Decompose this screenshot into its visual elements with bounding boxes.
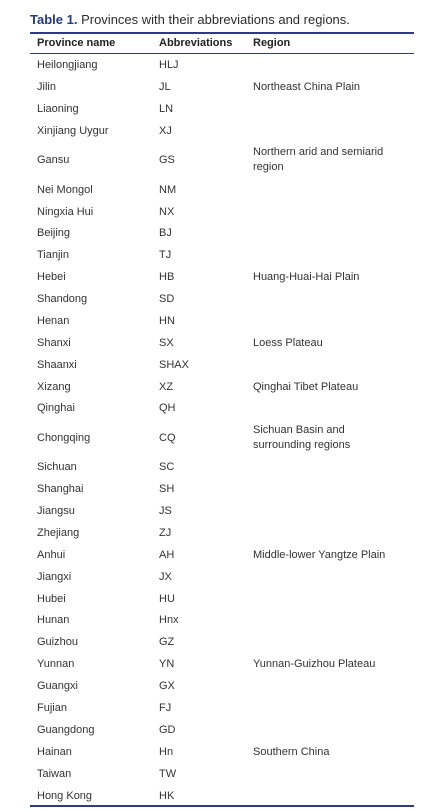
- province-name-cell: Shandong: [37, 292, 88, 305]
- region-cell: Middle-lower Yangtze Plain: [253, 548, 386, 561]
- province-name-cell: Tianjin: [37, 248, 69, 261]
- region-cell: Yunnan-Guizhou Plateau: [253, 657, 376, 670]
- province-name-cell: Jilin: [37, 80, 56, 93]
- abbreviation-cell: TJ: [159, 248, 172, 261]
- province-name-cell: Xizang: [37, 380, 71, 393]
- province-name-cell: Jiangsu: [37, 504, 75, 517]
- province-name-cell: Beijing: [37, 226, 71, 239]
- province-name-cell: Guizhou: [37, 635, 78, 648]
- province-name-cell: Hainan: [37, 745, 72, 758]
- abbreviation-cell: GD: [159, 723, 176, 736]
- province-name-cell: Qinghai: [37, 401, 75, 414]
- province-name-cell: Hebei: [37, 270, 66, 283]
- region-cell: Loess Plateau: [253, 336, 323, 349]
- region-cell: Southern China: [253, 745, 330, 758]
- table-title: Provinces with their abbreviations and regions.: [81, 12, 350, 27]
- province-name-cell: Liaoning: [37, 102, 79, 115]
- abbreviation-cell: Hnx: [159, 613, 179, 626]
- abbreviation-cell: GX: [159, 679, 175, 692]
- table-bottom-rule: [30, 805, 414, 807]
- abbreviation-cell: HN: [159, 314, 175, 327]
- abbreviation-cell: CQ: [159, 431, 176, 444]
- province-name-cell: Henan: [37, 314, 70, 327]
- abbreviation-cell: XJ: [159, 124, 172, 137]
- abbreviation-cell: SD: [159, 292, 175, 305]
- abbreviation-cell: JX: [159, 570, 172, 583]
- abbreviation-cell: TW: [159, 767, 177, 780]
- abbreviation-cell: XZ: [159, 380, 174, 393]
- province-name-cell: Taiwan: [37, 767, 72, 780]
- abbreviation-cell: SC: [159, 460, 175, 473]
- abbreviation-cell: GZ: [159, 635, 175, 648]
- region-cell: Northern arid and semiarid region: [253, 146, 384, 173]
- abbreviation-cell: JL: [159, 80, 171, 93]
- abbreviation-cell: Hn: [159, 745, 174, 758]
- table-caption: [30, 12, 350, 28]
- province-name-cell: Hubei: [37, 592, 66, 605]
- abbreviation-cell: SX: [159, 336, 174, 349]
- abbreviation-cell: HK: [159, 789, 175, 802]
- header-abbreviation: Abbreviations: [159, 37, 233, 49]
- province-name-cell: Gansu: [37, 153, 70, 166]
- abbreviation-cell: NM: [159, 183, 177, 196]
- province-name-cell: Zhejiang: [37, 526, 80, 539]
- region-cell: Huang-Huai-Hai Plain: [253, 270, 360, 283]
- table-label: Table 1.: [30, 12, 78, 27]
- province-name-cell: Guangxi: [37, 679, 78, 692]
- abbreviation-cell: ZJ: [159, 526, 172, 539]
- abbreviation-cell: FJ: [159, 701, 172, 714]
- abbreviation-cell: JS: [159, 504, 172, 517]
- abbreviation-cell: YN: [159, 657, 175, 670]
- abbreviation-cell: HB: [159, 270, 175, 283]
- abbreviation-cell: NX: [159, 205, 175, 218]
- province-name-cell: Sichuan: [37, 460, 77, 473]
- abbreviation-cell: HU: [159, 592, 175, 605]
- abbreviation-cell: SHAX: [159, 358, 189, 371]
- province-name-cell: Hong Kong: [37, 789, 93, 802]
- province-name-cell: Nei Mongol: [37, 183, 93, 196]
- province-name-cell: Heilongjiang: [37, 58, 98, 71]
- region-cell: Northeast China Plain: [253, 80, 361, 93]
- province-name-cell: Shaanxi: [37, 358, 77, 371]
- header-province: Province name: [37, 37, 116, 49]
- province-name-cell: Anhui: [37, 548, 66, 561]
- abbreviation-cell: HLJ: [159, 58, 179, 71]
- province-name-cell: Yunnan: [37, 657, 75, 670]
- abbreviation-cell: QH: [159, 401, 176, 414]
- abbreviation-cell: SH: [159, 482, 175, 495]
- province-name-cell: Xinjiang Uygur: [37, 124, 109, 137]
- province-name-cell: Jiangxi: [37, 570, 72, 583]
- abbreviation-cell: BJ: [159, 226, 172, 239]
- abbreviation-cell: GS: [159, 153, 175, 166]
- province-name-cell: Shanghai: [37, 482, 84, 495]
- header-rule: [30, 53, 414, 54]
- table-top-rule: [30, 32, 414, 34]
- province-name-cell: Fujian: [37, 701, 67, 714]
- abbreviation-cell: AH: [159, 548, 175, 561]
- abbreviation-cell: LN: [159, 102, 174, 115]
- province-name-cell: Chongqing: [37, 431, 91, 444]
- region-cell: Sichuan Basin and surrounding regions: [253, 424, 351, 451]
- header-region: Region: [253, 37, 291, 49]
- province-name-cell: Hunan: [37, 613, 70, 626]
- province-name-cell: Shanxi: [37, 336, 71, 349]
- province-name-cell: Ningxia Hui: [37, 205, 94, 218]
- province-name-cell: Guangdong: [37, 723, 95, 736]
- region-cell: Qinghai Tibet Plateau: [253, 380, 359, 393]
